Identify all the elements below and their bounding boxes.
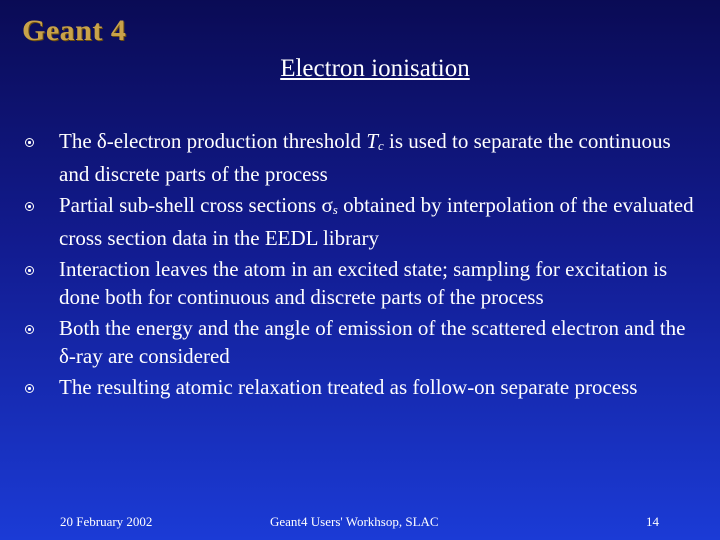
bullet-icon xyxy=(25,138,34,147)
bullet-list xyxy=(22,127,702,404)
bullet-item xyxy=(22,127,702,188)
bullet-symbol: T xyxy=(366,129,378,153)
bullet-text: The resulting atomic relaxation treated as follow-on separate process xyxy=(59,375,638,399)
bullet-icon xyxy=(25,325,34,334)
bullet-subscript: s xyxy=(332,202,338,217)
page-number: 14 xyxy=(646,514,659,529)
bullet-text-rest: obtained by interpolation of the evaluated cross section data in the EEDL library xyxy=(59,193,694,250)
bullet-text: Interaction leaves the atom in an excited state; sampling for excitation is done both for continuous and discrete parts of the process xyxy=(59,257,668,309)
bullet-text: The δ-electron production threshold xyxy=(59,129,367,153)
footer-event: Geant4 Users' Workhsop, SLAC xyxy=(270,514,439,529)
bullet-item xyxy=(22,191,702,252)
bullet-text: Partial sub-shell cross sections xyxy=(59,193,322,217)
footer-date: 20 February 2002 xyxy=(60,514,153,529)
bullet-text: Both the energy and the angle of emission of the scattered electron and the δ-ray are considered xyxy=(59,316,686,368)
bullet-icon xyxy=(25,202,34,211)
slide-title: Electron ionisation xyxy=(280,55,470,82)
bullet-icon xyxy=(25,384,34,393)
bullet-icon xyxy=(25,266,34,275)
bullet-item xyxy=(22,255,702,311)
geant4-logo: Geant 4 xyxy=(22,14,127,47)
bullet-symbol: σ xyxy=(321,193,333,217)
bullet-text-rest: is used to separate the continuous and discrete parts of the process xyxy=(59,129,671,186)
bullet-item xyxy=(22,314,702,370)
bullet-item xyxy=(22,373,702,401)
bullet-subscript: c xyxy=(378,138,384,153)
